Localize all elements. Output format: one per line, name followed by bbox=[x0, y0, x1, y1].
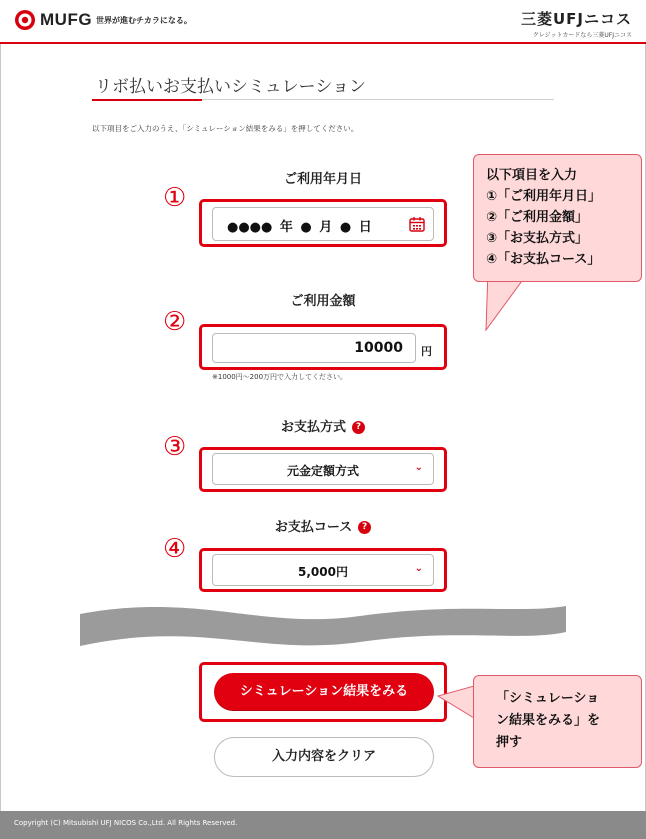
amount-unit: 円 bbox=[421, 345, 432, 358]
brand-subtitle: クレジットカードなら三菱UFJニコス bbox=[532, 32, 632, 39]
calendar-icon[interactable] bbox=[409, 216, 425, 232]
method-label-text: お支払方式 bbox=[280, 420, 346, 435]
copyright-text: Copyright (C) Mitsubishi UFJ NICOS Co.,Ltd. All Rights Reserved. bbox=[14, 819, 238, 827]
site-header bbox=[0, 0, 646, 44]
marker-3: ③ bbox=[163, 432, 187, 462]
callout-line: ③「お支払方式」 bbox=[486, 231, 589, 246]
chevron-down-icon: ⌄ bbox=[414, 462, 423, 473]
title-accent-line bbox=[92, 99, 202, 101]
date-value: ●●●● 年 ● 月 ● 日 bbox=[227, 220, 372, 235]
amount-value: 10000 bbox=[354, 340, 403, 356]
mufg-logo-icon bbox=[14, 9, 36, 31]
callout-press-button bbox=[473, 675, 642, 768]
clear-button[interactable]: 入力内容をクリア bbox=[214, 737, 434, 777]
date-label: ご利用年月日 bbox=[283, 172, 362, 187]
amount-input[interactable] bbox=[212, 333, 416, 363]
help-icon[interactable]: ? bbox=[358, 521, 371, 534]
callout-line: ④「お支払コース」 bbox=[486, 252, 601, 267]
amount-label: ご利用金額 bbox=[290, 294, 356, 309]
course-label bbox=[0, 516, 646, 535]
callout-tail bbox=[436, 684, 476, 724]
brand-name: 三菱UFJニコス bbox=[520, 10, 632, 28]
omission-wave bbox=[0, 600, 646, 650]
method-select[interactable] bbox=[212, 453, 434, 485]
help-icon[interactable]: ? bbox=[352, 421, 365, 434]
callout-line: ン結果をみる」を bbox=[496, 713, 601, 728]
date-input[interactable] bbox=[212, 207, 434, 241]
course-label-text: お支払コース bbox=[274, 520, 353, 535]
site-footer bbox=[0, 811, 646, 839]
callout-line: 押す bbox=[496, 735, 523, 750]
course-value: 5,000円 bbox=[298, 565, 348, 579]
course-select[interactable] bbox=[212, 554, 434, 586]
method-label bbox=[0, 416, 646, 435]
chevron-down-icon: ⌄ bbox=[414, 563, 423, 574]
marker-4: ④ bbox=[163, 534, 187, 564]
instruction-text: 以下項目をご入力のうえ、「シミュレーション結果をみる」を押してください。 bbox=[92, 124, 359, 133]
amount-note: ※1000円〜200万円で入力してください。 bbox=[212, 373, 348, 381]
marker-2: ② bbox=[163, 307, 187, 337]
callout-line: 以下項目を入力 bbox=[486, 168, 578, 183]
callout-line: ②「ご利用金額」 bbox=[486, 210, 589, 225]
callout-input-items bbox=[473, 154, 642, 282]
brand-logo[interactable] bbox=[521, 8, 632, 39]
tagline: 世界が進むチカラになる。 bbox=[96, 16, 192, 25]
page-title: リボ払いお支払いシミュレーション bbox=[95, 77, 366, 97]
callout-line: 「シミュレーショ bbox=[496, 691, 600, 706]
simulate-button[interactable]: シミュレーション結果をみる bbox=[214, 673, 434, 711]
marker-1: ① bbox=[163, 183, 187, 213]
callout-line: ①「ご利用年月日」 bbox=[486, 189, 602, 204]
logo-text[interactable]: MUFG bbox=[40, 10, 93, 29]
method-value: 元金定額方式 bbox=[286, 464, 359, 478]
